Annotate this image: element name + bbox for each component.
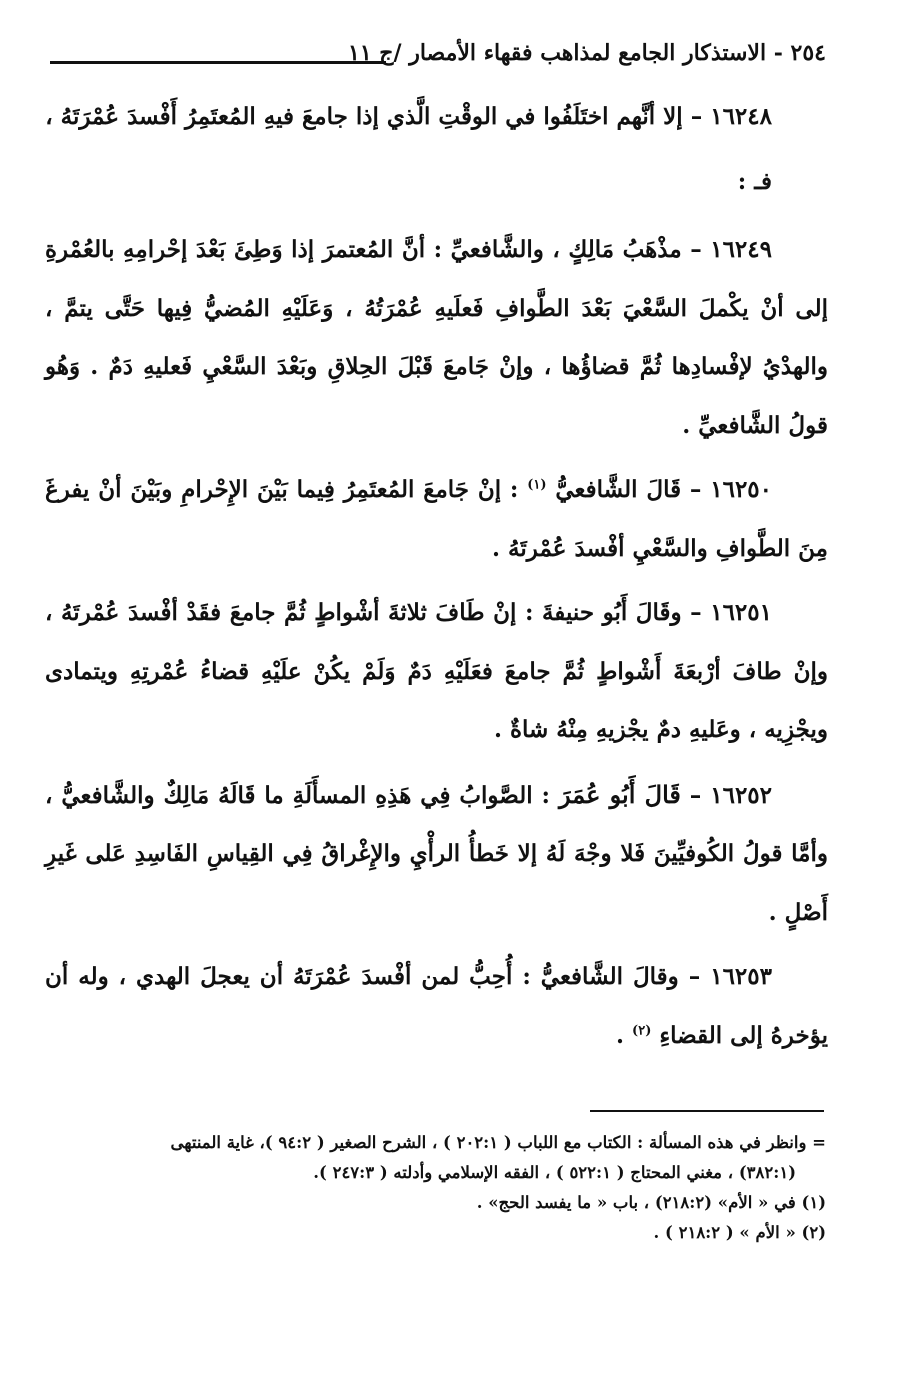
footnote-continuation-line-2: (٣٨٢:١) ، مغني المحتاج ( ٥٢٢:١ ) ، الفقه الإسلامي وأدلته ( ٢٤٧:٣ ). (313, 1163, 796, 1182)
paragraph-text: مذْهَبُ مَالِكٍ ، والشَّافعيِّ : أنَّ المُعتمرَ إذا وَطِئَ بَعْدَ إحْرامِهِ بالعُمْرةِ إلى أنْ يكْملَ السَّعْيَ بَعْدَ الطَّوافِ فَعلَيهِ عُمْرَتُهُ ، وَعَلَيْهِ المُضيُّ فِيها حَتَّى يتمَّ ، والهدْيُ لإفْسادِها ثُمَّ قضاؤُها ، وإنْ جَامعَ قَبْلَ الحِلاقِ وبَعْدَ السَّعْيِ فَعليهِ دَمٌ . وَهُو قولُ الشَّافعيِّ . (45, 236, 828, 439)
running-header (48, 38, 826, 78)
paragraph-16250 (45, 461, 828, 578)
paragraph-text: إلا أنَّهم اختَلَفُوا في الوقْتِ الَّذي إذا جامعَ فيهِ المُعتَمِرُ أَفْسدَ عُمْرَتَهُ ، (45, 103, 683, 130)
paragraph-16249 (45, 221, 828, 455)
dash: – (678, 963, 701, 990)
footnote-ref-1[interactable]: (١) (527, 477, 547, 493)
paragraph-number: ١٦٢٥٠ (710, 476, 773, 503)
footnote-rule (590, 1110, 824, 1112)
footnotes (58, 1128, 826, 1248)
footnote-2: (٢) « الأم » ( ٢١٨:٢ ) . (653, 1223, 826, 1242)
dash: – (682, 103, 703, 130)
dash: – (681, 236, 702, 263)
paragraph-lead: قَالَ أَبُو عُمَرَ (558, 779, 681, 809)
paragraph-text: وقالَ الشَّافعيُّ : أُحِبُّ لمن أفْسدَ عُمْرَتَهُ أن يعجلَ الهدي ، وله أن يؤخرهُ إلى القضاءِ (45, 963, 828, 1049)
paragraph-number: ١٦٢٥٢ (710, 781, 773, 809)
paragraph-continuation-text: فـ : (737, 167, 772, 195)
paragraph-text-after: . (616, 1021, 625, 1049)
paragraph-number: ١٦٢٤٨ (710, 103, 772, 130)
paragraph-16252 (45, 766, 828, 943)
paragraph-16253 (45, 948, 828, 1065)
paragraph-16248-continuation (45, 153, 828, 212)
dash: – (681, 476, 702, 503)
paragraph-number: ١٦٢٥٣ (710, 963, 772, 990)
dash: – (681, 599, 702, 626)
paragraph-number: ١٦٢٥١ (710, 599, 772, 626)
paragraph-text: قَالَ الشَّافعيُّ (555, 476, 682, 503)
footnote-ref-2[interactable]: (٢) (632, 1022, 652, 1038)
footnote-continuation-line-1: = وانظر في هذه المسألة : الكتاب مع اللباب ( ٢٠٢:١ ) ، الشرح الصغير ( ٩٤:٢ )، غاية المنتهى (170, 1133, 826, 1152)
paragraph-number: ١٦٢٤٩ (710, 236, 772, 263)
header-rule (50, 61, 386, 64)
paragraph-text-after: : إنْ جَامعَ المُعتَمِرُ فِيما بَيْنَ الإِحْرامِ وبَيْنَ أنْ يفرغَ مِنَ الطَّوافِ والسَّعْيِ أفْسدَ عُمْرتَهُ . (45, 476, 828, 562)
footnote-1: (١) في « الأم» (٢١٨:٢) ، باب « ما يفسد الحج» . (476, 1193, 826, 1212)
paragraph-text: وقَالَ أَبُو حنيفةَ : إنْ طَافَ ثلاثةَ أشْواطٍ ثُمَّ جامعَ فقَدْ أفْسدَ عُمْرتَهُ ، وإنْ طافَ أرْبعَةَ أَشْواطٍ ثُمَّ جامعَ فعَلَيْهِ دَمٌ وَلَمْ يكُنْ علَيْهِ قضاءُ عُمْرتِهِ ويتمادى ويجْزِيه ، وعَليهِ دمٌ يجْزيهِ مِنْهُ شاةٌ . (45, 599, 828, 743)
main-text (45, 88, 828, 1071)
paragraph-text: : الصَّوابُ فِي هَذِهِ المسأَلَةِ ما قَالَهُ مَالِكٌ والشَّافعيُّ ، وأمَّا قولُ الكُوفيِّينَ فَلا وجْهَ لَهُ إلا خَطأُ الرأْيِ والإِغْراقُ فِي القِياسِ الفَاسِدِ عَلى غَيرِ أَصْلٍ . (45, 781, 828, 926)
paragraph-16251 (45, 584, 828, 760)
page-header-title: ٢٥٤ - الاستذكار الجامع لمذاهب فقهاء الأمصار /ج ١١ (348, 40, 826, 66)
dash: – (680, 781, 702, 809)
paragraph-16248 (45, 88, 828, 147)
